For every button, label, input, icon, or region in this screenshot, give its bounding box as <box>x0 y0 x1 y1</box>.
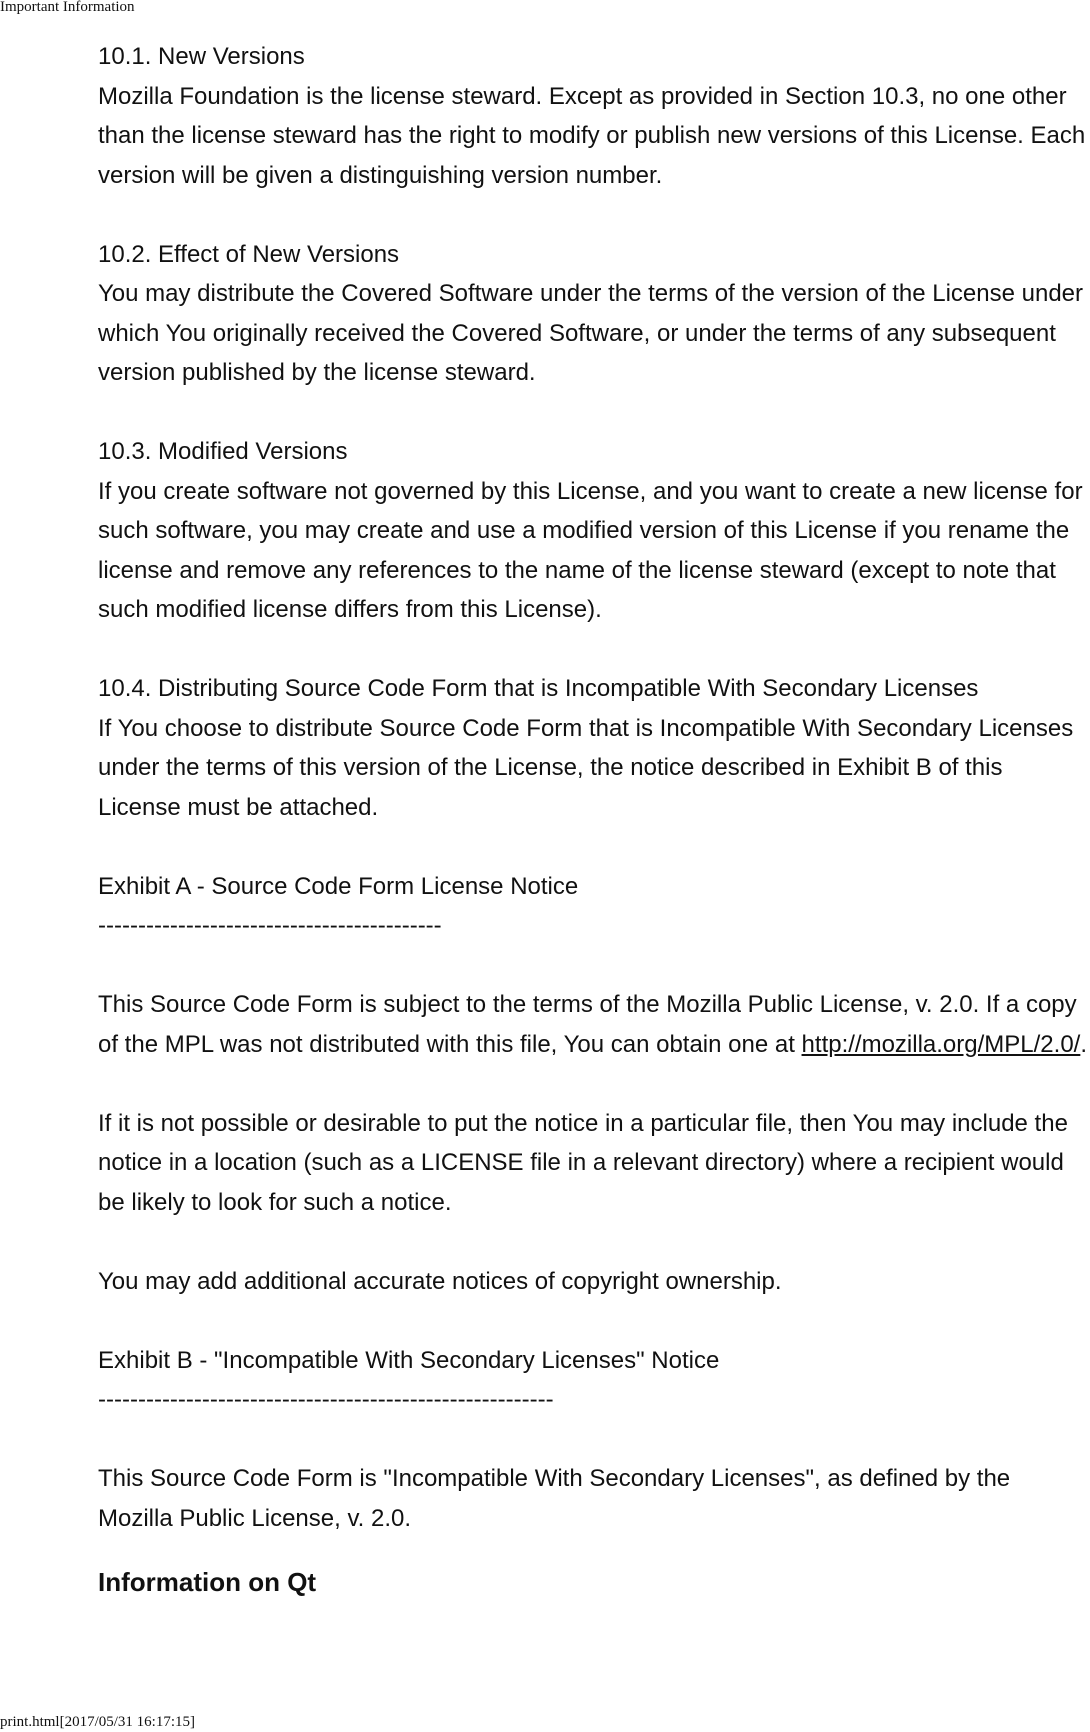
exhibit-notice-text: This Source Code Form is "Incompatible With Secondary Licenses", as defined by the Mozilla Public License, v. 2.0. <box>98 1465 1011 1532</box>
document-body <box>98 37 1088 1602</box>
section-body: If you create software not governed by this License, and you want to create a new license for such software, you may create and use a modified version of this License if you rename the license and remove any references to the name of the license steward (except to note that such modified license differs from this License). <box>98 477 1083 623</box>
information-on-qt-heading: Information on Qt <box>98 1567 317 1597</box>
exhibit-a-location <box>98 1104 1088 1223</box>
exhibit-b-notice <box>98 1459 1088 1538</box>
section-effect-of-new-versions <box>98 235 1088 393</box>
section-body: If You choose to distribute Source Code Form that is Incompatible With Secondary Licenses under the terms of this version of the License, the notice described in Exhibit B of this License must be attached. <box>98 714 1074 821</box>
exhibit-notice-period: . <box>1080 1030 1088 1058</box>
exhibit-rule: ------------------------------------------- <box>98 912 442 939</box>
mpl-url-link[interactable]: http://mozilla.org/MPL/2.0/ <box>801 1030 1081 1058</box>
section-title: 10.4. Distributing Source Code Form that is Incompatible With Secondary Licenses <box>98 675 979 702</box>
page-footer-source: print.html[2017/05/31 16:17:15] <box>0 1714 195 1730</box>
section-distributing-source <box>98 669 1088 827</box>
section-new-versions <box>98 37 1088 195</box>
exhibit-a-heading <box>98 867 1088 946</box>
section-title: 10.1. New Versions <box>98 43 305 70</box>
section-modified-versions <box>98 432 1088 630</box>
exhibit-title: Exhibit B - "Incompatible With Secondary Licenses" Notice <box>98 1346 720 1374</box>
exhibit-location-text: If it is not possible or desirable to put the notice in a particular file, then You may include the notice in a location (such as a LICENSE file in a relevant directory) where a recipient would be likely to look for such a notice. <box>98 1109 1068 1216</box>
exhibit-a-notice <box>98 985 1088 1064</box>
section-title: 10.3. Modified Versions <box>98 438 348 465</box>
exhibit-copyright-text: You may add additional accurate notices of copyright ownership. <box>98 1267 782 1295</box>
section-body: Mozilla Foundation is the license steward. Except as provided in Section 10.3, no one other than the license steward has the right to modify or publish new versions of this License. Each version will be given a distinguishing version number. <box>98 82 1086 189</box>
section-title: 10.2. Effect of New Versions <box>98 240 400 268</box>
exhibit-a-copyright <box>98 1262 1088 1302</box>
exhibit-rule: --------------------------------------------------------- <box>98 1386 554 1413</box>
exhibit-b-heading <box>98 1341 1088 1420</box>
exhibit-notice-paragraph <box>98 985 1088 1064</box>
exhibit-title: Exhibit A - Source Code Form License Notice <box>98 872 579 900</box>
section-body: You may distribute the Covered Software under the terms of the version of the License under which You originally received the Covered Software, or under the terms of any subsequent version published by the license steward. <box>98 280 1084 386</box>
exhibit-notice-text: This Source Code Form is subject to the terms of the Mozilla Public License, v. 2.0. If a copy of the MPL was not distributed with this file, You can obtain one at <box>98 991 1077 1058</box>
page-header-title: Important Information <box>0 0 135 15</box>
